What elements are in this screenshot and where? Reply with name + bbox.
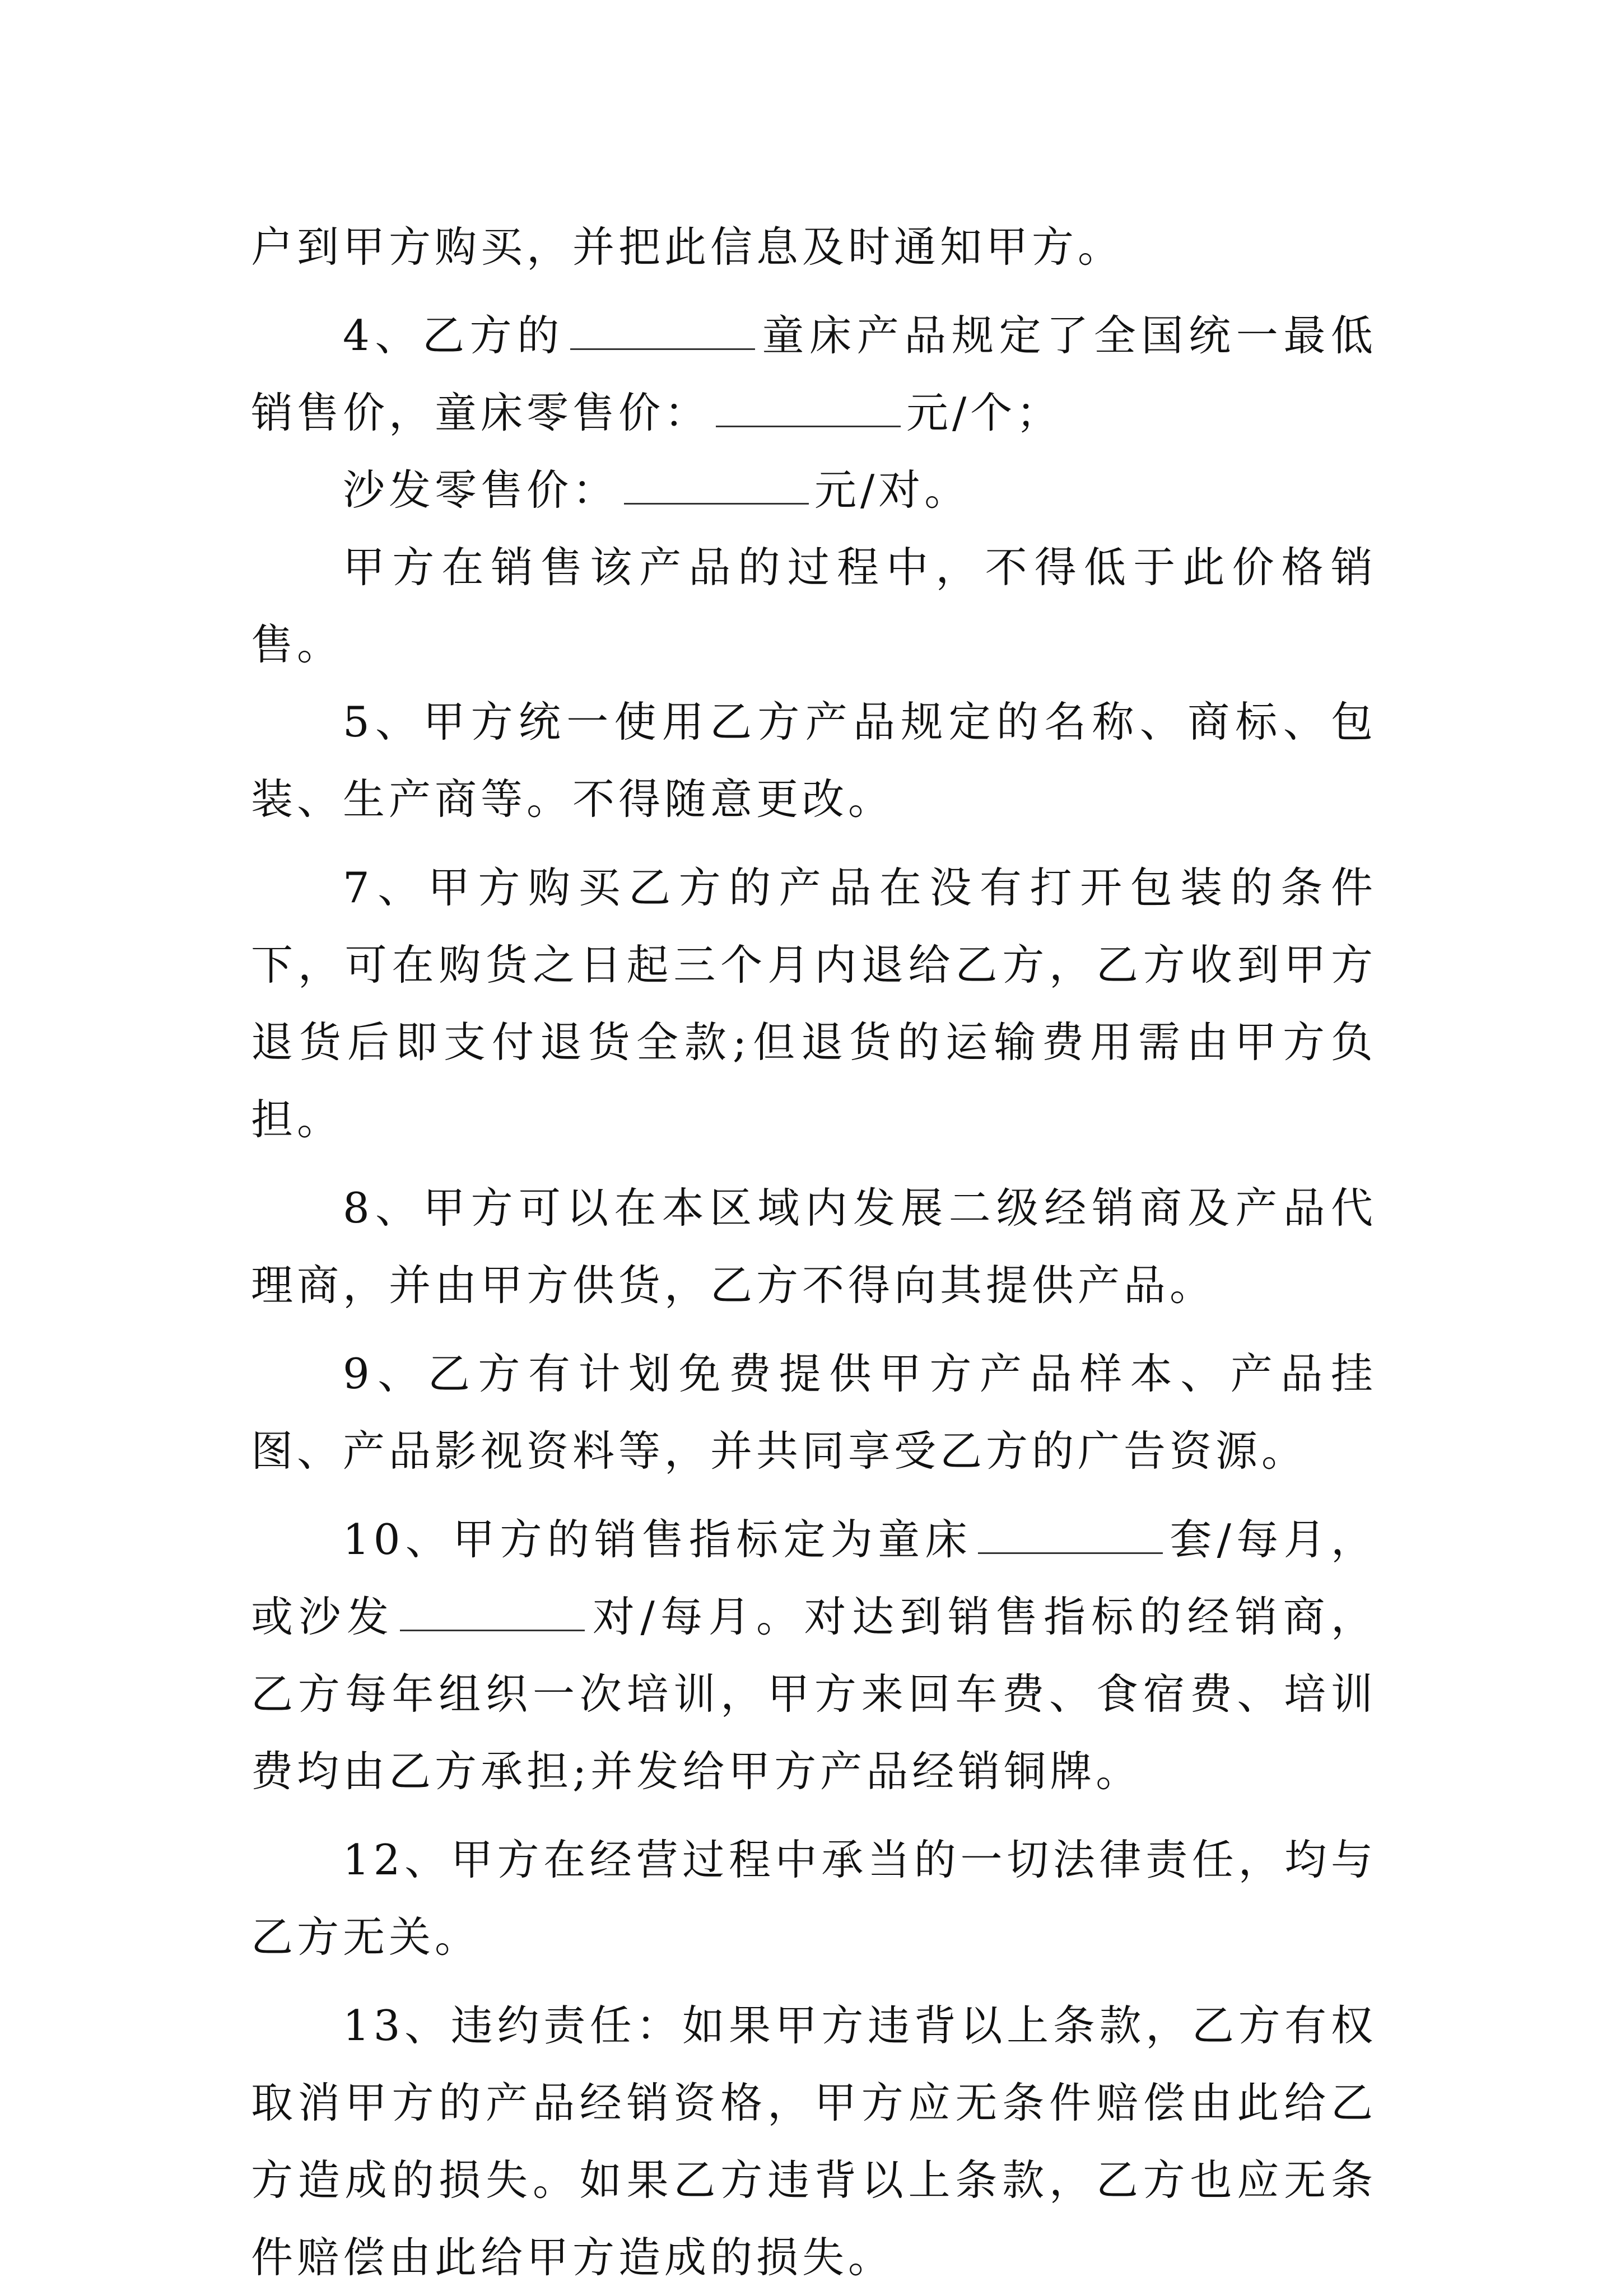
paragraph-text: 沙发零售价： <box>343 465 619 515</box>
paragraph-text: 4、乙方的 <box>343 311 565 360</box>
paragraph-text: 8、甲方可以在本区域内发展二级经销商及产品代理商，并由甲方供货，乙方不得向其提供产品。 <box>251 1183 1377 1310</box>
fill-in-blank <box>716 391 901 427</box>
paragraph-text: 7、甲方购买乙方的产品在没有打开包装的条件下，可在购货之日起三个月内退给乙方，乙方收到甲方退货后即支付退货全款;但退货的运输费用需由甲方负担。 <box>251 863 1377 1144</box>
paragraph-p4c <box>251 529 1377 683</box>
paragraph-p5 <box>251 683 1377 838</box>
paragraph-p12 <box>251 1821 1377 1976</box>
paragraph-p0 <box>251 208 1377 286</box>
paragraph-text: 户到甲方购买，并把此信息及时通知甲方。 <box>251 222 1124 272</box>
paragraph-text: 甲方在销售该产品的过程中，不得低于此价格销售。 <box>251 543 1377 669</box>
paragraph-text: 童床产品规定了全国统一最低销售价，童床零售价： <box>251 311 1377 437</box>
fill-in-blank <box>624 468 809 505</box>
paragraph-p8 <box>251 1169 1377 1324</box>
paragraph-text: 元/对。 <box>814 465 971 515</box>
document-body <box>251 208 1377 2296</box>
paragraph-text: 13、违约责任：如果甲方违背以上条款，乙方有权取消甲方的产品经销资格，甲方应无条件赔偿由此给乙方造成的损失。如果乙方违背以上条款，乙方也应无条件赔偿由此给甲方造成的损失。 <box>251 2001 1377 2282</box>
paragraph-text: 12、甲方在经营过程中承当的一切法律责任，均与乙方无关。 <box>251 1835 1377 1962</box>
paragraph-p10 <box>251 1501 1377 1810</box>
paragraph-text: 对/每月。对达到销售指标的经销商，乙方每年组织一次培训，甲方来回车费、食宿费、培训费均由乙方承担;并发给甲方产品经销铜牌。 <box>251 1592 1377 1796</box>
paragraph-p4 <box>251 297 1377 451</box>
paragraph-text: 5、甲方统一使用乙方产品规定的名称、商标、包装、生产商等。不得随意更改。 <box>251 697 1377 824</box>
paragraph-p9 <box>251 1335 1377 1490</box>
fill-in-blank <box>978 1518 1163 1554</box>
paragraph-text: 元/个； <box>906 388 1063 437</box>
paragraph-text: 9、乙方有计划免费提供甲方产品样本、产品挂图、产品影视资料等，并共同享受乙方的广告资源。 <box>251 1349 1377 1476</box>
paragraph-text: 套/每月，或沙发 <box>251 1515 1377 1641</box>
paragraph-p7 <box>251 849 1377 1158</box>
paragraph-p13 <box>251 1987 1377 2296</box>
fill-in-blank <box>570 314 755 350</box>
paragraph-p4b <box>251 451 1377 529</box>
fill-in-blank <box>400 1595 585 1631</box>
paragraph-text: 10、甲方的销售指标定为童床 <box>343 1515 972 1564</box>
